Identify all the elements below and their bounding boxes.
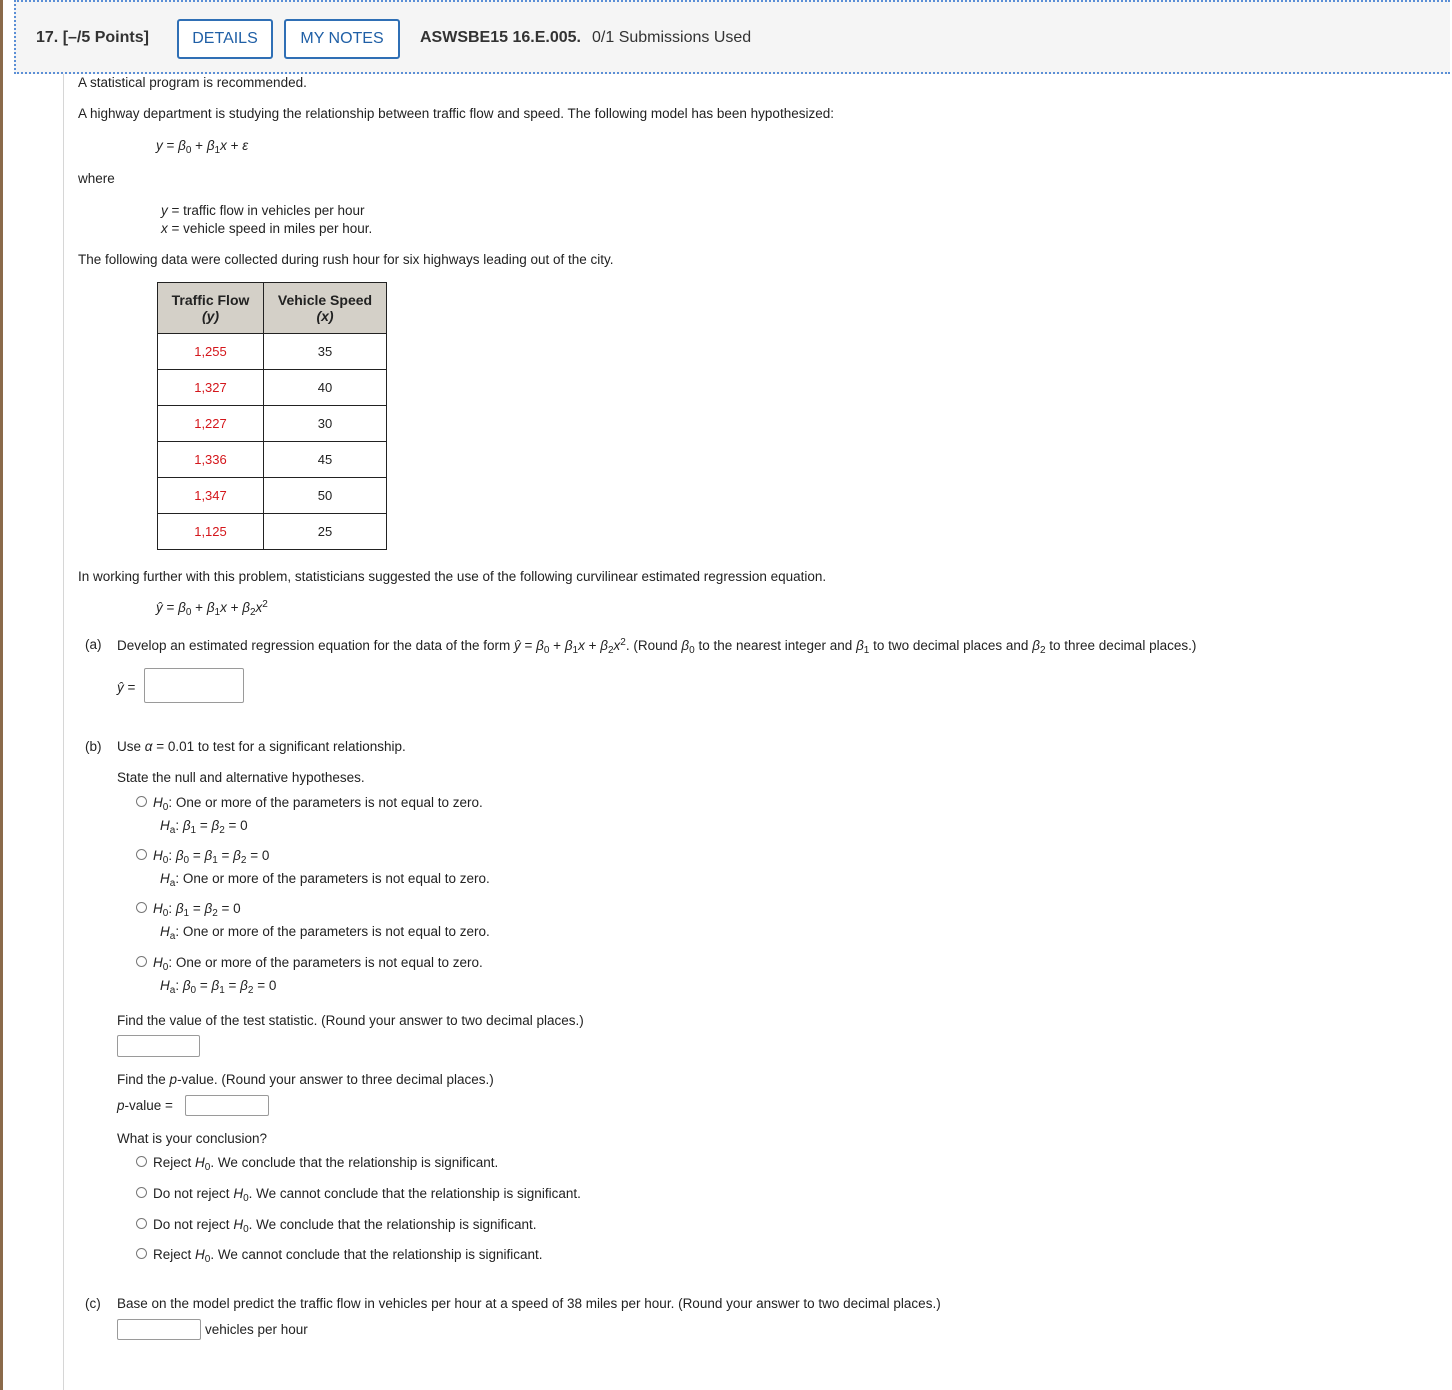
- hypothesis-option-2-ha: $H_a$: One or more of the parameters is not equal to zero.: [160, 871, 490, 889]
- conclusion-question: What is your conclusion?: [117, 1131, 268, 1146]
- recommendation-text: A statistical program is recommended.: [78, 75, 307, 90]
- question-body: [63, 74, 1452, 1390]
- table-row: 1,336 45: [158, 442, 387, 478]
- column-header-traffic-flow: Traffic Flow (y): [158, 283, 264, 334]
- data-intro-text: The following data were collected during rush hour for six highways leading out of the city.: [78, 252, 614, 267]
- part-b-label: (b): [85, 739, 102, 754]
- p-value-prompt: Find the p-value. (Round your answer to three decimal places.): [117, 1072, 494, 1087]
- hypothesis-option-2-radio[interactable]: [136, 849, 147, 860]
- conclusion-option-4-radio[interactable]: [136, 1248, 147, 1259]
- hypothesis-option-1-ha: $H_a$: $\beta_1 = \beta_2 = 0$: [160, 818, 248, 836]
- hypothesis-option-3-ha: $H_a$: One or more of the parameters is not equal to zero.: [160, 924, 490, 942]
- conclusion-option-2-radio[interactable]: [136, 1187, 147, 1198]
- intro-paragraph: A highway department is studying the relationship between traffic flow and speed. The following model has been hypothesized:: [78, 106, 834, 121]
- part-a-prompt: Develop an estimated regression equation for the data of the form ŷ = $\beta_0 + \beta_1x + \beta_2x^2$. (Round $\beta_0$ to the nearest integer and $\beta_1$ to two decimal places and $\beta_2$ to three decimal places.): [117, 637, 1197, 656]
- where-label: where: [78, 171, 115, 186]
- curvilinear-text: In working further with this problem, statisticians suggested the use of the following curvilinear estimated regression equation.: [78, 569, 827, 584]
- p-value-input[interactable]: [185, 1095, 269, 1116]
- conclusion-option-1-label: Reject $H_0$. We conclude that the relationship is significant.: [153, 1155, 499, 1173]
- conclusion-option-2-label: Do not reject $H_0$. We cannot conclude that the relationship is significant.: [153, 1186, 581, 1204]
- part-a-label: (a): [85, 637, 102, 652]
- table-row: 1,227 30: [158, 406, 387, 442]
- yhat-label: ŷ =: [117, 680, 136, 695]
- definition-x: x = vehicle speed in miles per hour.: [161, 221, 373, 236]
- conclusion-option-3-label: Do not reject $H_0$. We conclude that the relationship is significant.: [153, 1217, 537, 1235]
- left-edge-stripe: [0, 0, 3, 1390]
- table-row: 1,125 25: [158, 514, 387, 550]
- prediction-input[interactable]: [117, 1319, 201, 1340]
- conclusion-option-1-radio[interactable]: [136, 1156, 147, 1167]
- prediction-unit: vehicles per hour: [205, 1322, 308, 1337]
- question-number: 17. [–/5 Points]: [36, 29, 149, 46]
- table-row: 1,347 50: [158, 478, 387, 514]
- test-statistic-prompt: Find the value of the test statistic. (Round your answer to two decimal places.): [117, 1013, 584, 1028]
- model-equation: $y = \beta_0 + \beta_1x + \varepsilon$: [156, 138, 249, 156]
- hypothesis-option-2-h0: $H_0$: $\beta_0 = \beta_1 = \beta_2 = 0$: [153, 848, 270, 866]
- conclusion-option-4-label: Reject $H_0$. We cannot conclude that the relationship is significant.: [153, 1247, 543, 1265]
- conclusion-option-3-radio[interactable]: [136, 1218, 147, 1229]
- definition-y: y = traffic flow in vehicles per hour: [161, 203, 365, 218]
- part-c-prompt: Base on the model predict the traffic flow in vehicles per hour at a speed of 38 miles per hour. (Round your answer to two decimal places.): [117, 1296, 941, 1311]
- question-header: [14, 0, 1450, 74]
- hypothesis-option-4-h0: $H_0$: One or more of the parameters is not equal to zero.: [153, 955, 483, 973]
- column-header-vehicle-speed: Vehicle Speed (x): [264, 283, 387, 334]
- points-label: [–/5 Points]: [62, 29, 149, 46]
- hypothesis-option-3-h0: $H_0$: $\beta_1 = \beta_2 = 0$: [153, 901, 241, 919]
- problem-code: ASWSBE15 16.E.005.: [420, 29, 581, 46]
- hypothesis-option-3-radio[interactable]: [136, 902, 147, 913]
- state-hypotheses-prompt: State the null and alternative hypotheses.: [117, 770, 365, 785]
- hypothesis-option-4-radio[interactable]: [136, 956, 147, 967]
- submissions-used: 0/1 Submissions Used: [592, 29, 752, 46]
- my-notes-button[interactable]: MY NOTES: [284, 19, 400, 59]
- table-row: 1,255 35: [158, 334, 387, 370]
- test-statistic-input[interactable]: [117, 1035, 200, 1057]
- hypothesis-option-4-ha: $H_a$: $\beta_0 = \beta_1 = \beta_2 = 0$: [160, 978, 277, 996]
- alpha-prompt: Use α = 0.01 to test for a significant relationship.: [117, 739, 406, 754]
- curvilinear-equation: ŷ = $\beta_0 + \beta_1x + \beta_2x^2$: [156, 599, 268, 618]
- hypothesis-option-1-radio[interactable]: [136, 796, 147, 807]
- p-value-label: p-value =: [117, 1098, 173, 1113]
- data-table: [157, 282, 387, 550]
- hypothesis-option-1-h0: $H_0$: One or more of the parameters is not equal to zero.: [153, 795, 483, 813]
- part-c-label: (c): [85, 1296, 101, 1311]
- yhat-input[interactable]: [144, 668, 244, 703]
- table-row: 1,327 40: [158, 370, 387, 406]
- details-button[interactable]: DETAILS: [177, 19, 273, 59]
